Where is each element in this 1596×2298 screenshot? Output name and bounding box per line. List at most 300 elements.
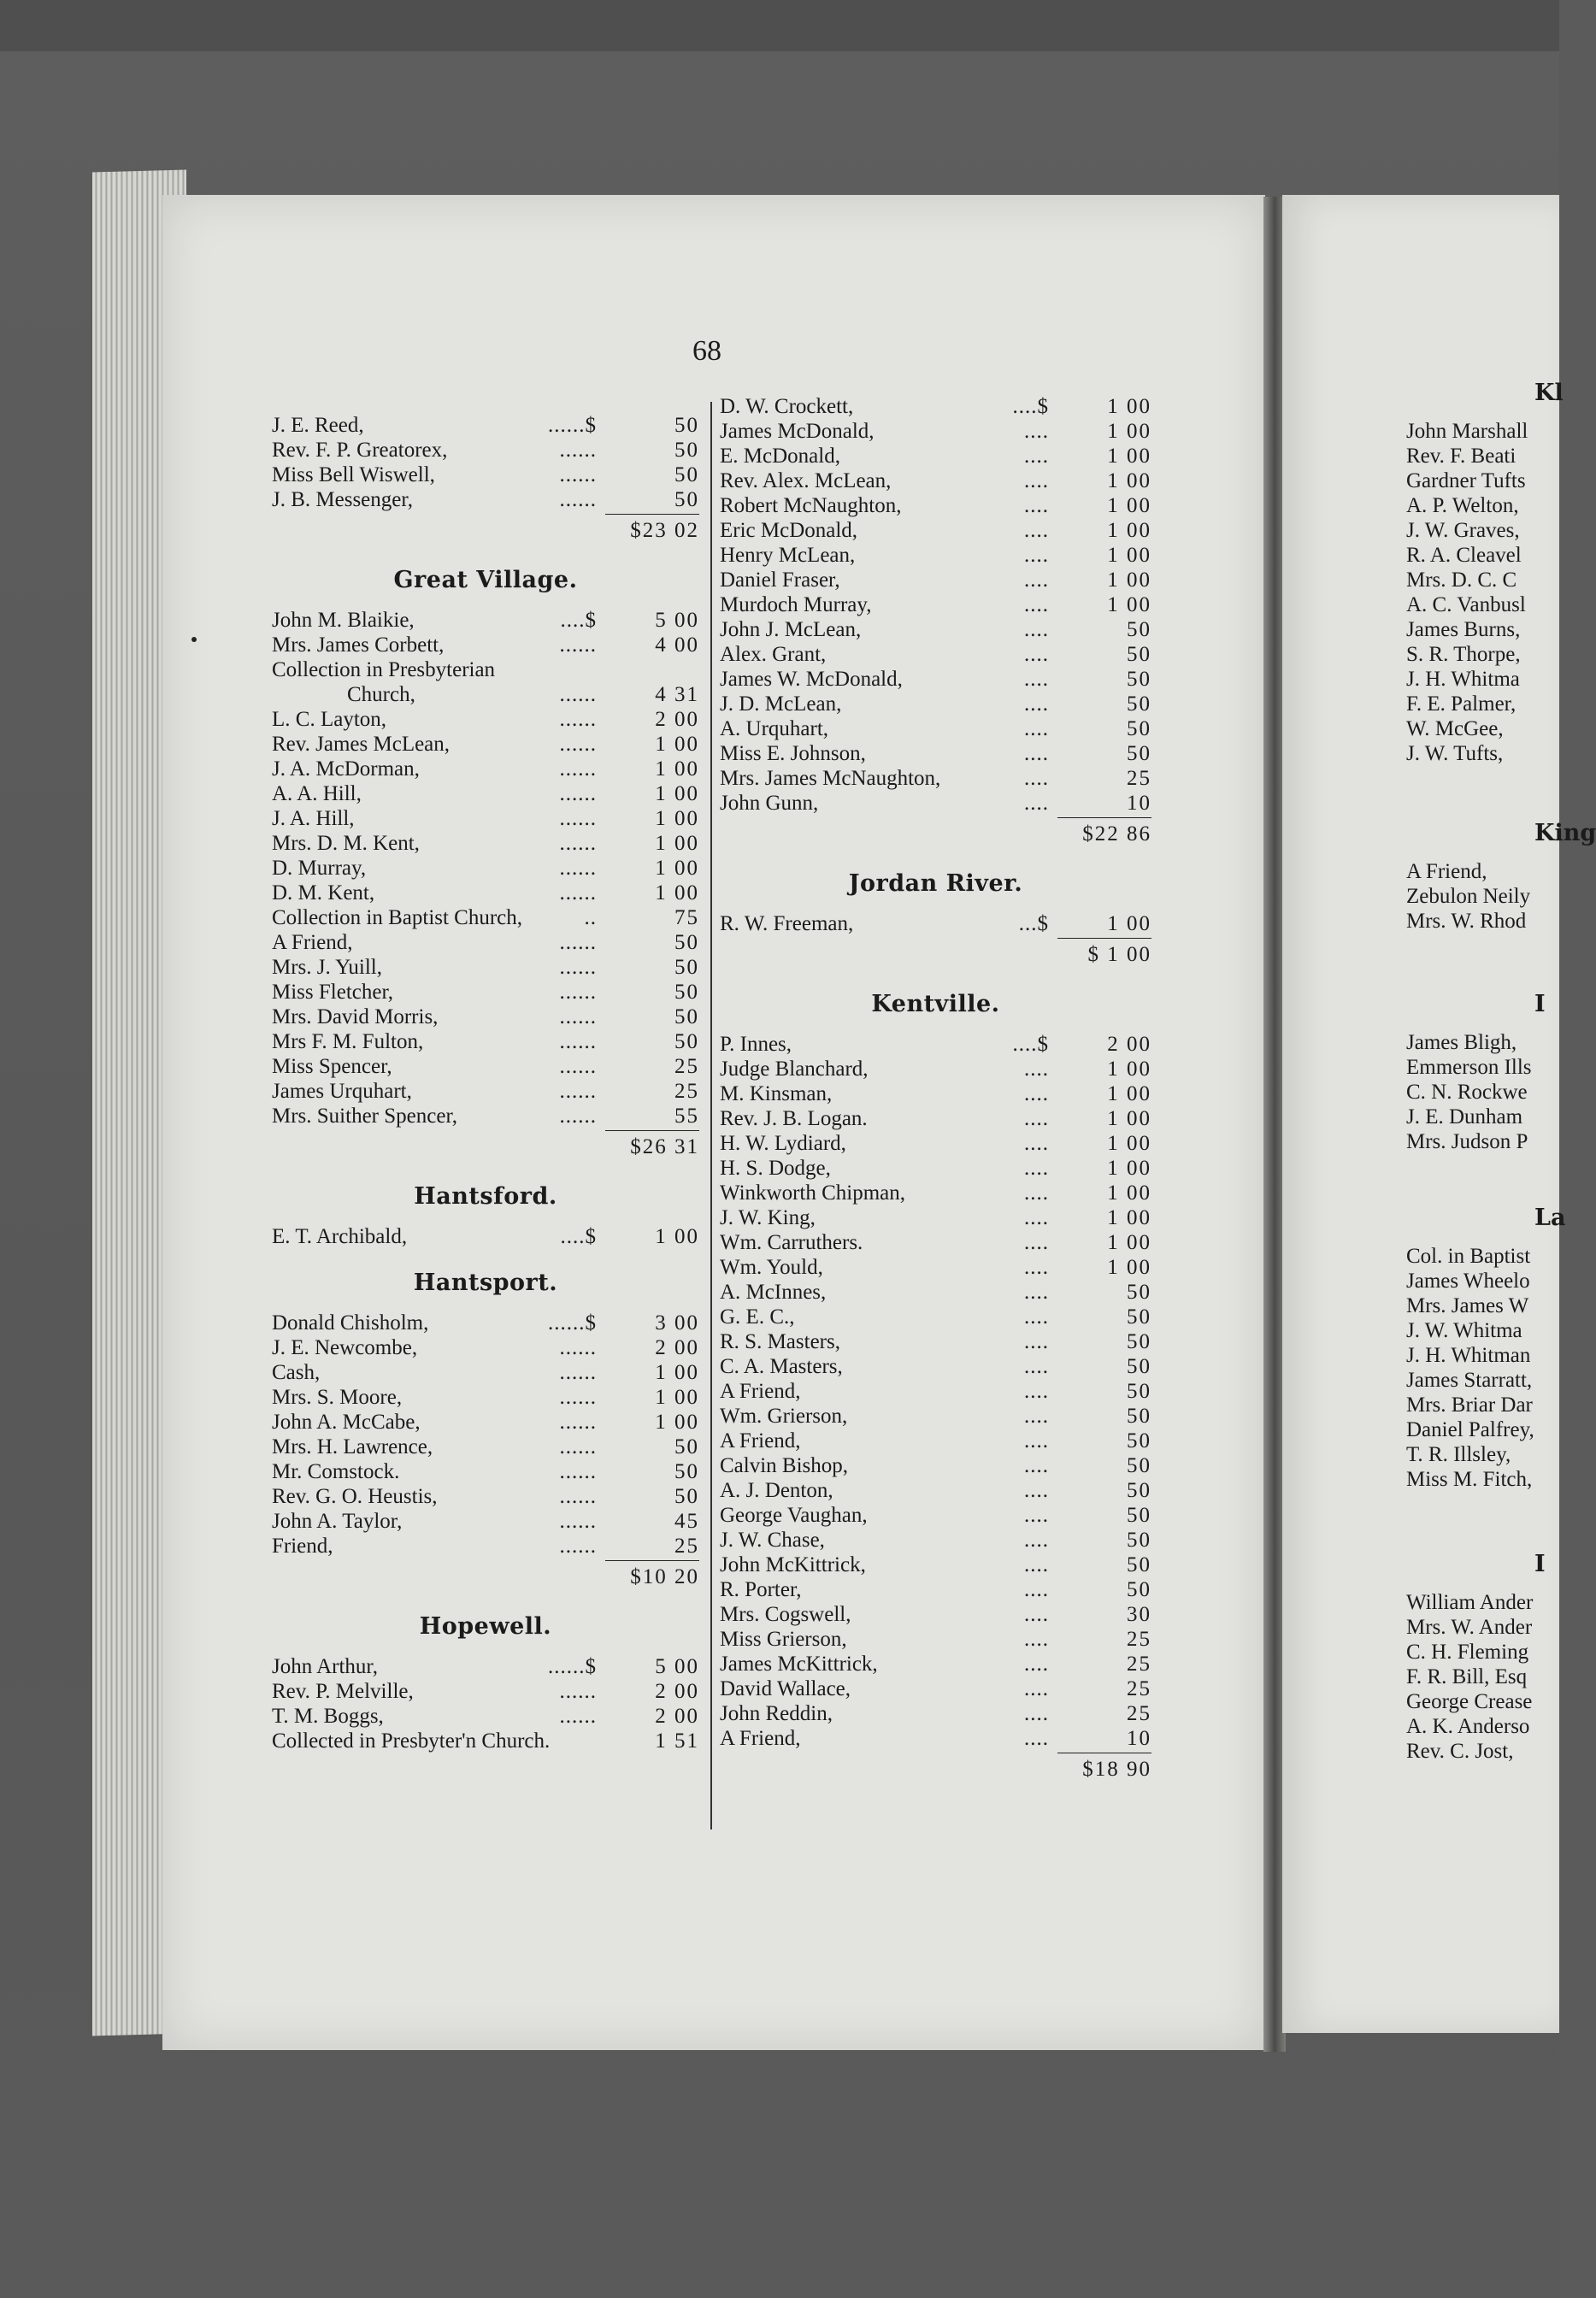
leader-dots: .... bbox=[1024, 1479, 1049, 1502]
donor-row bbox=[720, 1602, 1151, 1627]
donation-amount: 10 bbox=[1127, 792, 1151, 815]
donor-name: J. D. McLean, bbox=[720, 692, 842, 716]
donor-name: Mrs. James W bbox=[1406, 1294, 1529, 1317]
donor-row bbox=[720, 692, 1151, 716]
donor-row bbox=[720, 592, 1151, 617]
donor-name: Mrs F. M. Fulton, bbox=[272, 1030, 424, 1053]
leader-dots: .... bbox=[1024, 494, 1049, 517]
donor-name: R. W. Freeman, bbox=[720, 912, 854, 935]
donor-row bbox=[720, 642, 1151, 667]
donation-amount: 1 00 bbox=[655, 857, 699, 880]
film-edge bbox=[0, 0, 1559, 51]
donor-row bbox=[720, 1131, 1151, 1156]
donation-amount: 50 bbox=[1127, 1578, 1151, 1601]
donor-row bbox=[272, 1704, 699, 1729]
donor-row bbox=[720, 1652, 1151, 1676]
donor-name: Emmerson Ills bbox=[1406, 1056, 1532, 1079]
donor-row bbox=[720, 1081, 1151, 1106]
donor-name: T. R. Illsley, bbox=[1406, 1443, 1511, 1466]
donor-name: Mrs. D. C. C bbox=[1406, 569, 1517, 592]
donor-row bbox=[720, 1181, 1151, 1205]
leader-dots: ....$ bbox=[1012, 395, 1049, 418]
donor-row bbox=[720, 1404, 1151, 1429]
right-page bbox=[1282, 195, 1596, 2033]
donor-name: Church, bbox=[347, 683, 415, 706]
donation-amount: 1 00 bbox=[1107, 469, 1151, 492]
donation-amount: 1 00 bbox=[1107, 1107, 1151, 1130]
donation-amount: 1 00 bbox=[1107, 593, 1151, 616]
donation-amount: 55 bbox=[674, 1105, 699, 1128]
leader-dots: ...... bbox=[559, 1386, 597, 1409]
total-amount: $10 20 bbox=[605, 1560, 699, 1589]
donor-name: James Starratt, bbox=[1406, 1369, 1533, 1392]
leader-dots: .... bbox=[1024, 1702, 1049, 1725]
donor-name: Winkworth Chipman, bbox=[720, 1181, 906, 1205]
donor-name: Donald Chisholm, bbox=[272, 1311, 429, 1335]
section-heading: Hopewell. bbox=[419, 1613, 552, 1640]
donation-amount: 75 bbox=[674, 906, 699, 929]
donor-row bbox=[272, 930, 699, 955]
donor-name: John Reddin, bbox=[720, 1702, 833, 1725]
donor-name: Wm. Grierson, bbox=[720, 1405, 848, 1428]
donor-row bbox=[720, 1478, 1151, 1503]
donor-name: J. H. Whitman bbox=[1406, 1344, 1531, 1367]
donor-name: Rev. P. Melville, bbox=[272, 1680, 414, 1703]
donation-amount: 1 00 bbox=[1107, 1157, 1151, 1180]
donor-name: Rev. James McLean, bbox=[272, 733, 451, 756]
donor-name: Robert McNaughton, bbox=[720, 494, 902, 517]
donor-name: Mrs. David Morris, bbox=[272, 1005, 439, 1028]
donor-row bbox=[720, 1528, 1151, 1553]
donor-row bbox=[720, 1627, 1151, 1652]
donor-name: Miss E. Johnson, bbox=[720, 742, 866, 765]
donor-row bbox=[272, 1360, 699, 1385]
donor-name: W. McGee, bbox=[1406, 717, 1504, 740]
leader-dots: ...... bbox=[559, 1030, 597, 1053]
leader-dots: ......$ bbox=[548, 414, 597, 437]
right-section bbox=[1406, 1539, 1546, 1764]
section-heading: Jordan River. bbox=[848, 870, 1023, 897]
donor-row bbox=[272, 1679, 699, 1704]
donor-name: D. Murray, bbox=[272, 857, 367, 880]
donation-amount: 1 00 bbox=[1107, 420, 1151, 443]
donor-row bbox=[720, 1156, 1151, 1181]
donor-name: E. T. Archibald, bbox=[272, 1225, 408, 1248]
donation-amount: 50 bbox=[1127, 1504, 1151, 1527]
donor-row bbox=[720, 766, 1151, 791]
donation-amount: 50 bbox=[1127, 1405, 1151, 1428]
leader-dots: ...... bbox=[559, 1435, 597, 1458]
donation-amount: 50 bbox=[1127, 717, 1151, 740]
leader-dots: .... bbox=[1024, 717, 1049, 740]
donor-row bbox=[720, 1057, 1151, 1081]
donor-name: D. W. Crockett, bbox=[720, 395, 854, 418]
donation-amount: 1 00 bbox=[655, 807, 699, 830]
donor-row bbox=[272, 1484, 699, 1509]
right-section bbox=[1406, 979, 1546, 1154]
donation-amount: 50 bbox=[674, 1485, 699, 1508]
donor-name: J. A. Hill, bbox=[272, 807, 355, 830]
donor-name: C. N. Rockwe bbox=[1406, 1081, 1528, 1104]
leader-dots: .... bbox=[1024, 420, 1049, 443]
leader-dots: ...... bbox=[559, 1460, 597, 1483]
donor-row bbox=[720, 394, 1151, 419]
donation-amount: 50 bbox=[1127, 1479, 1151, 1502]
donor-row bbox=[272, 905, 699, 930]
donor-name: James Wheelo bbox=[1406, 1270, 1530, 1293]
leader-dots: .... bbox=[1024, 1529, 1049, 1552]
donor-row bbox=[272, 1654, 699, 1679]
donation-amount: 50 bbox=[1127, 1281, 1151, 1304]
donor-row bbox=[272, 732, 699, 757]
donor-name: John Gunn, bbox=[720, 792, 819, 815]
donor-row bbox=[272, 1079, 699, 1104]
donor-name: P. Innes, bbox=[720, 1033, 792, 1056]
donation-amount: 1 00 bbox=[1107, 1132, 1151, 1155]
donor-name: Alex. Grant, bbox=[720, 643, 827, 666]
leader-dots: .... bbox=[1024, 593, 1049, 616]
donation-amount: 1 00 bbox=[655, 832, 699, 855]
donor-name: A Friend, bbox=[720, 1380, 801, 1403]
donor-name: A Friend, bbox=[720, 1727, 801, 1750]
total-amount: $26 31 bbox=[605, 1130, 699, 1159]
donor-name: C. H. Fleming bbox=[1406, 1641, 1529, 1664]
donor-row bbox=[720, 1701, 1151, 1726]
leader-dots: ...... bbox=[559, 1055, 597, 1078]
donation-amount: 50 bbox=[1127, 618, 1151, 641]
right-section bbox=[1406, 1193, 1565, 1492]
leader-dots: .... bbox=[1024, 1058, 1049, 1081]
donation-amount: 50 bbox=[674, 956, 699, 979]
donor-name: Miss Bell Wiswell, bbox=[272, 463, 435, 486]
donor-name: A. P. Welton, bbox=[1406, 494, 1519, 517]
donor-name: Mrs. H. Lawrence, bbox=[272, 1435, 433, 1458]
donation-amount: 2 00 bbox=[655, 1680, 699, 1703]
donor-row bbox=[720, 1032, 1151, 1057]
donor-name: H. W. Lydiard, bbox=[720, 1132, 846, 1155]
leader-dots: .... bbox=[1024, 692, 1049, 716]
donor-name: A. J. Denton, bbox=[720, 1479, 833, 1502]
donation-amount: 1 00 bbox=[1107, 494, 1151, 517]
donor-name: James McDonald, bbox=[720, 420, 875, 443]
leader-dots: ...... bbox=[559, 931, 597, 954]
donor-name: Wm. Yould, bbox=[720, 1256, 823, 1279]
donor-row bbox=[720, 1106, 1151, 1131]
donor-row bbox=[720, 667, 1151, 692]
leader-dots: ...... bbox=[559, 757, 597, 781]
donor-row bbox=[272, 781, 699, 806]
donation-amount: 5 00 bbox=[655, 609, 699, 632]
donor-row bbox=[272, 881, 699, 905]
donation-amount: 1 00 bbox=[655, 782, 699, 805]
donor-name: John A. Taylor, bbox=[272, 1510, 403, 1533]
section-heading: Kentville. bbox=[871, 991, 1000, 1017]
donation-amount: 50 bbox=[1127, 643, 1151, 666]
leader-dots: ....$ bbox=[1012, 1033, 1049, 1056]
donation-amount: 25 bbox=[1127, 1702, 1151, 1725]
donor-name: J. B. Messenger, bbox=[272, 488, 413, 511]
donor-name: Mrs. Briar Dar bbox=[1406, 1394, 1533, 1417]
donor-name: M. Kinsman, bbox=[720, 1082, 833, 1105]
column-divider bbox=[710, 402, 712, 1830]
leader-dots: .... bbox=[1024, 792, 1049, 815]
donor-name: R. A. Cleavel bbox=[1406, 544, 1522, 567]
donation-amount: 25 bbox=[674, 1055, 699, 1078]
donor-row bbox=[272, 487, 699, 512]
leader-dots: .... bbox=[1024, 1355, 1049, 1378]
leader-dots: .... bbox=[1024, 1281, 1049, 1304]
donor-name: E. McDonald, bbox=[720, 445, 840, 468]
donor-row bbox=[720, 1280, 1151, 1305]
middle-column-list bbox=[720, 394, 1151, 1785]
donor-name: Miss M. Fitch, bbox=[1406, 1468, 1533, 1491]
section-heading: Great Village. bbox=[393, 567, 578, 593]
leader-dots: .... bbox=[1024, 544, 1049, 567]
leader-dots: .... bbox=[1024, 1330, 1049, 1353]
leader-dots: .... bbox=[1024, 643, 1049, 666]
leader-dots: ...... bbox=[559, 881, 597, 904]
donor-name: A. K. Anderso bbox=[1406, 1715, 1530, 1738]
donor-name: F. E. Palmer, bbox=[1406, 692, 1516, 716]
leader-dots: .... bbox=[1024, 1107, 1049, 1130]
donor-name: A Friend, bbox=[720, 1429, 801, 1452]
leader-dots: ...... bbox=[559, 708, 597, 731]
donor-name: J. E. Reed, bbox=[272, 414, 364, 437]
donor-name: R. Porter, bbox=[720, 1578, 802, 1601]
donor-name: Murdoch Murray, bbox=[720, 593, 872, 616]
donor-name: H. S. Dodge, bbox=[720, 1157, 831, 1180]
leader-dots: ...... bbox=[559, 633, 597, 657]
donation-amount: 50 bbox=[1127, 1355, 1151, 1378]
donation-amount: 2 00 bbox=[655, 1705, 699, 1728]
leader-dots: ....$ bbox=[560, 1225, 597, 1248]
donation-amount: 5 00 bbox=[655, 1655, 699, 1678]
leader-dots: ...... bbox=[559, 1361, 597, 1384]
donor-name: J. W. King, bbox=[720, 1206, 816, 1229]
donor-row bbox=[272, 955, 699, 980]
donor-name: R. S. Masters, bbox=[720, 1330, 840, 1353]
donor-row bbox=[272, 757, 699, 781]
donor-row bbox=[720, 1453, 1151, 1478]
donor-name: J. A. McDorman, bbox=[272, 757, 420, 781]
donation-amount: 1 00 bbox=[1107, 1058, 1151, 1081]
left-column-list bbox=[272, 413, 699, 1753]
donor-name: A. C. Vanbusl bbox=[1406, 593, 1526, 616]
leader-dots: ......$ bbox=[548, 1655, 597, 1678]
donation-amount: 1 00 bbox=[1107, 445, 1151, 468]
donation-amount: 2 00 bbox=[1107, 1033, 1151, 1056]
donation-amount: 1 00 bbox=[655, 1361, 699, 1384]
donor-name: Miss Spencer, bbox=[272, 1055, 392, 1078]
donation-amount: 1 00 bbox=[1107, 1231, 1151, 1254]
donor-row bbox=[720, 741, 1151, 766]
leader-dots: .. bbox=[584, 906, 597, 929]
donor-name: George Vaughan, bbox=[720, 1504, 868, 1527]
donation-amount: 25 bbox=[674, 1535, 699, 1558]
section-total bbox=[272, 512, 699, 546]
donor-row bbox=[272, 1311, 699, 1335]
donor-name: J. W. Chase, bbox=[720, 1529, 825, 1552]
leader-dots: ...... bbox=[559, 782, 597, 805]
leader-dots: ...... bbox=[559, 1336, 597, 1359]
section-heading: I bbox=[1534, 1551, 1546, 1577]
ink-speck bbox=[191, 637, 197, 642]
leader-dots: .... bbox=[1024, 1305, 1049, 1329]
donor-row bbox=[272, 1104, 699, 1128]
donor-row bbox=[720, 493, 1151, 518]
donor-name: Mrs. Judson P bbox=[1406, 1130, 1528, 1153]
donor-name: L. C. Layton, bbox=[272, 708, 387, 731]
donation-amount: 1 00 bbox=[1107, 1256, 1151, 1279]
donor-name: Calvin Bishop, bbox=[720, 1454, 849, 1477]
leader-dots: ...... bbox=[559, 1485, 597, 1508]
donation-amount: 1 00 bbox=[655, 757, 699, 781]
leader-dots: ....$ bbox=[560, 609, 597, 632]
donor-row bbox=[720, 1577, 1151, 1602]
donation-amount: 50 bbox=[1127, 1529, 1151, 1552]
donation-amount: 2 00 bbox=[655, 1336, 699, 1359]
right-section bbox=[1406, 368, 1564, 766]
donation-amount: 4 31 bbox=[655, 683, 699, 706]
leader-dots: .... bbox=[1024, 1181, 1049, 1205]
leader-dots: .... bbox=[1024, 1231, 1049, 1254]
leader-dots: ...... bbox=[559, 1680, 597, 1703]
donor-name: S. R. Thorpe, bbox=[1406, 643, 1521, 666]
donor-name: J. H. Whitma bbox=[1406, 668, 1520, 691]
leader-dots: .... bbox=[1024, 1405, 1049, 1428]
donor-row bbox=[272, 831, 699, 856]
donor-row bbox=[272, 1005, 699, 1029]
donor-name: Henry McLean, bbox=[720, 544, 856, 567]
donor-row bbox=[720, 1676, 1151, 1701]
donor-row bbox=[272, 608, 699, 633]
donation-amount: 50 bbox=[1127, 668, 1151, 691]
donor-row bbox=[272, 1435, 699, 1459]
donation-amount: 1 00 bbox=[655, 1411, 699, 1434]
donation-amount: 50 bbox=[674, 1435, 699, 1458]
donation-amount: 25 bbox=[1127, 1628, 1151, 1651]
leader-dots: .... bbox=[1024, 1553, 1049, 1576]
donor-name: A. A. Hill, bbox=[272, 782, 362, 805]
donor-row bbox=[272, 1224, 699, 1249]
leader-dots: .... bbox=[1024, 1454, 1049, 1477]
donation-amount: 1 00 bbox=[1107, 519, 1151, 542]
leader-dots: .... bbox=[1024, 1429, 1049, 1452]
donation-amount: 25 bbox=[1127, 1653, 1151, 1676]
donor-row bbox=[720, 1205, 1151, 1230]
donor-name: Mrs. W. Rhod bbox=[1406, 910, 1527, 933]
donation-amount: 1 51 bbox=[655, 1729, 699, 1753]
donor-name: A Friend, bbox=[272, 931, 353, 954]
donation-amount: 50 bbox=[1127, 1429, 1151, 1452]
donor-name: A. McInnes, bbox=[720, 1281, 827, 1304]
donor-name: F. R. Bill, Esq bbox=[1406, 1665, 1528, 1688]
donation-amount: 50 bbox=[1127, 1305, 1151, 1329]
donor-name: George Crease bbox=[1406, 1690, 1533, 1713]
donor-name: Cash, bbox=[272, 1361, 321, 1384]
donor-row bbox=[272, 438, 699, 463]
leader-dots: .... bbox=[1024, 668, 1049, 691]
donor-row bbox=[272, 1509, 699, 1534]
donor-row bbox=[720, 1726, 1151, 1751]
donation-amount: 50 bbox=[1127, 742, 1151, 765]
donation-amount: 1 00 bbox=[655, 1386, 699, 1409]
donor-name: Daniel Palfrey, bbox=[1406, 1418, 1534, 1441]
donor-name: Eric McDonald, bbox=[720, 519, 858, 542]
leader-dots: .... bbox=[1024, 1256, 1049, 1279]
donor-name: James W. McDonald, bbox=[720, 668, 903, 691]
donor-row bbox=[720, 1329, 1151, 1354]
donor-row bbox=[272, 1729, 699, 1753]
section-total bbox=[272, 1559, 699, 1593]
donation-amount: 50 bbox=[674, 488, 699, 511]
section-total bbox=[272, 1128, 699, 1163]
donor-row bbox=[720, 1429, 1151, 1453]
donor-row bbox=[272, 1335, 699, 1360]
leader-dots: .... bbox=[1024, 469, 1049, 492]
donor-name: Mr. Comstock. bbox=[272, 1460, 400, 1483]
leader-dots: ...... bbox=[559, 488, 597, 511]
section-heading: Hantsford. bbox=[414, 1183, 557, 1210]
leader-dots: ...... bbox=[559, 1705, 597, 1728]
donor-row bbox=[720, 1305, 1151, 1329]
total-amount: $18 90 bbox=[1057, 1753, 1151, 1782]
donor-name: T. M. Boggs, bbox=[272, 1705, 384, 1728]
donor-name: Rev. J. B. Logan. bbox=[720, 1107, 868, 1130]
donor-row bbox=[272, 856, 699, 881]
donation-amount: 4 00 bbox=[655, 633, 699, 657]
donor-name: Daniel Fraser, bbox=[720, 569, 840, 592]
leader-dots: .... bbox=[1024, 1504, 1049, 1527]
donation-amount: 25 bbox=[1127, 1677, 1151, 1700]
donor-name: D. M. Kent, bbox=[272, 881, 375, 904]
donor-name: James McKittrick, bbox=[720, 1653, 878, 1676]
donor-row bbox=[720, 568, 1151, 592]
donor-name: Rev. Alex. McLean, bbox=[720, 469, 892, 492]
donor-name: John M. Blaikie, bbox=[272, 609, 415, 632]
donation-amount: 50 bbox=[1127, 1454, 1151, 1477]
donation-amount: 10 bbox=[1127, 1727, 1151, 1750]
donor-name: Rev. G. O. Heustis, bbox=[272, 1485, 438, 1508]
donation-amount: 50 bbox=[1127, 1380, 1151, 1403]
donation-amount: 50 bbox=[674, 1005, 699, 1028]
leader-dots: .... bbox=[1024, 569, 1049, 592]
section-total bbox=[720, 816, 1151, 850]
donor-name: Mrs. S. Moore, bbox=[272, 1386, 403, 1409]
donor-row bbox=[720, 716, 1151, 741]
donor-row bbox=[720, 1230, 1151, 1255]
leader-dots: .... bbox=[1024, 742, 1049, 765]
donor-name: Mrs. Cogswell, bbox=[720, 1603, 851, 1626]
donation-amount: 3 00 bbox=[655, 1311, 699, 1335]
section-heading: King bbox=[1534, 820, 1596, 846]
leader-dots: .... bbox=[1024, 1082, 1049, 1105]
donor-row bbox=[720, 617, 1151, 642]
donor-row bbox=[720, 791, 1151, 816]
leader-dots: .... bbox=[1024, 1380, 1049, 1403]
leader-dots: .... bbox=[1024, 618, 1049, 641]
leader-dots: ...... bbox=[559, 683, 597, 706]
donor-name: Mrs. J. Yuill, bbox=[272, 956, 382, 979]
donor-name: Rev. F. P. Greatorex, bbox=[272, 439, 448, 462]
leader-dots: ...... bbox=[559, 439, 597, 462]
leader-dots: .... bbox=[1024, 445, 1049, 468]
donor-name: Mrs. James Corbett, bbox=[272, 633, 445, 657]
section-total bbox=[720, 936, 1151, 970]
donor-name: Wm. Carruthers. bbox=[720, 1231, 863, 1254]
donor-name: Friend, bbox=[272, 1535, 333, 1558]
donor-name: John A. McCabe, bbox=[272, 1411, 421, 1434]
